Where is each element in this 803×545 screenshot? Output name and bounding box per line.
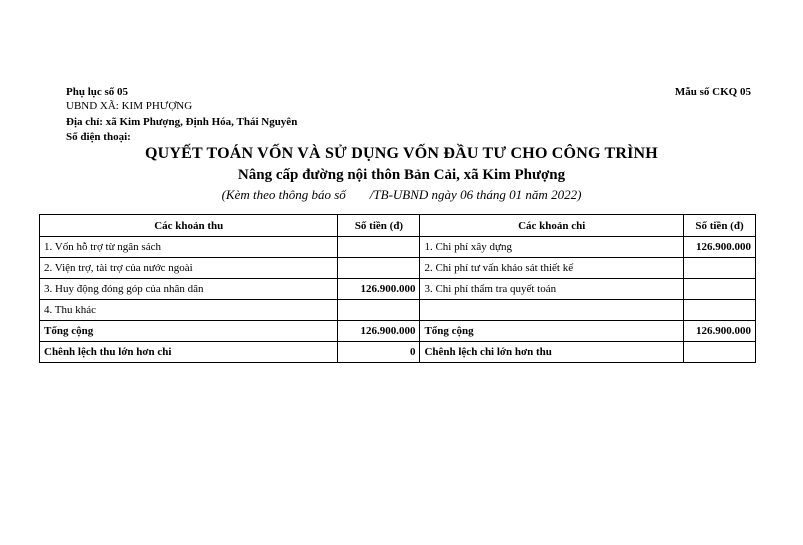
agency-phone: Số điện thoại: xyxy=(66,131,131,143)
income-total-label: Tổng cộng xyxy=(40,321,338,342)
reference-note xyxy=(0,187,803,203)
income-amount xyxy=(338,300,420,321)
income-item: 2. Viện trợ, tài trợ của nước ngoài xyxy=(40,258,338,279)
header-expense: Các khoản chi xyxy=(420,215,684,237)
reference-note-left: (Kèm theo thông báo số xyxy=(221,187,346,202)
expense-surplus-label: Chênh lệch chi lớn hơn thu xyxy=(420,342,684,363)
expense-amount xyxy=(683,258,755,279)
table-row xyxy=(40,258,756,279)
header-income-amount: Số tiền (đ) xyxy=(338,215,420,237)
header-expense-amount: Số tiền (đ) xyxy=(683,215,755,237)
income-surplus-amount: 0 xyxy=(338,342,420,363)
expense-amount xyxy=(683,300,755,321)
table-header-row xyxy=(40,215,756,237)
agency-address: Địa chỉ: xã Kim Phượng, Định Hóa, Thái Nguyên xyxy=(66,116,298,128)
total-row xyxy=(40,321,756,342)
expense-surplus-amount xyxy=(683,342,755,363)
table-row xyxy=(40,300,756,321)
income-item: 1. Vốn hỗ trợ từ ngân sách xyxy=(40,237,338,258)
income-amount: 126.900.000 xyxy=(338,279,420,300)
income-surplus-label: Chênh lệch thu lớn hơn chi xyxy=(40,342,338,363)
agency-name: UBND XÃ: KIM PHƯỢNG xyxy=(66,100,193,112)
income-total-amount: 126.900.000 xyxy=(338,321,420,342)
expense-item xyxy=(420,300,684,321)
income-amount xyxy=(338,258,420,279)
document-title: QUYẾT TOÁN VỐN VÀ SỬ DỤNG VỐN ĐẦU TƯ CHO CÔNG TRÌNH xyxy=(145,145,658,162)
income-item: 4. Thu khác xyxy=(40,300,338,321)
appendix-label: Phụ lục số 05 xyxy=(66,86,129,98)
settlement-table xyxy=(39,214,756,363)
expense-amount: 126.900.000 xyxy=(683,237,755,258)
expense-total-amount: 126.900.000 xyxy=(683,321,755,342)
table-row xyxy=(40,237,756,258)
income-item: 3. Huy động đóng góp của nhân dân xyxy=(40,279,338,300)
form-code: Mẫu số CKQ 05 xyxy=(674,86,751,98)
expense-amount xyxy=(683,279,755,300)
expense-item: 3. Chi phí thẩm tra quyết toán xyxy=(420,279,684,300)
expense-total-label: Tổng cộng xyxy=(420,321,684,342)
difference-row xyxy=(40,342,756,363)
expense-item: 1. Chi phí xây dựng xyxy=(420,237,684,258)
reference-note-right: /TB-UBND ngày 06 tháng 01 năm 2022) xyxy=(369,187,582,202)
table-row xyxy=(40,279,756,300)
document-subtitle: Nâng cấp đường nội thôn Bản Cải, xã Kim Phượng xyxy=(237,167,566,183)
expense-item: 2. Chi phí tư vấn khảo sát thiết kế xyxy=(420,258,684,279)
header-income: Các khoản thu xyxy=(40,215,338,237)
income-amount xyxy=(338,237,420,258)
